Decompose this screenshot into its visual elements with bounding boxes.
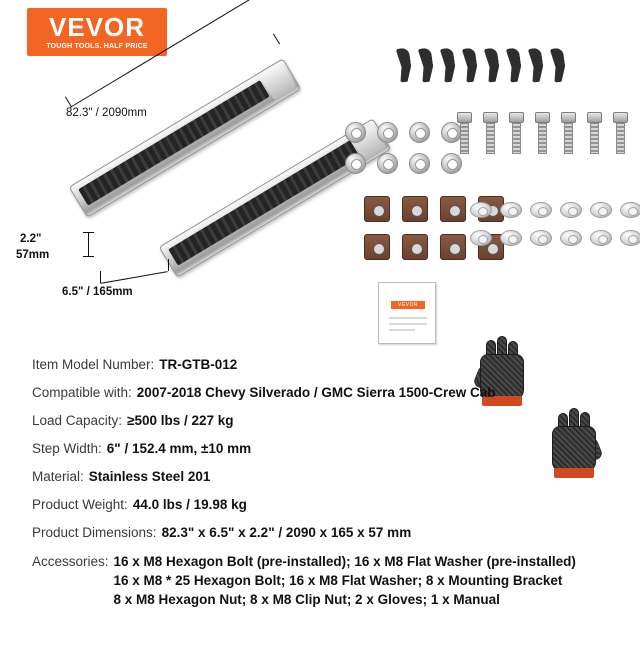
spec-label: Material: [32,469,84,484]
height-label-inch: 2.2" [20,233,42,245]
hexagon-bolt [590,112,599,154]
mounting-bracket [550,47,568,82]
hexagon-bolt [616,112,625,154]
hexagon-nut [345,153,366,174]
clip-nut [402,196,428,222]
hexagon-nut [441,122,462,143]
manual-logo: VEVOR [391,301,425,309]
clip-nut [364,234,390,260]
flat-washer [500,202,522,218]
spec-row-step-width [32,440,632,457]
flat-washer [530,230,552,246]
spec-row-weight [32,496,632,513]
clip-nut [440,234,466,260]
spec-value: 44.0 lbs / 19.98 kg [132,497,247,512]
mounting-bracket [418,47,436,82]
mounting-bracket [528,47,546,82]
clip-nut [440,196,466,222]
vevor-logo [27,8,167,56]
accessories-line: 16 x M8 Hexagon Bolt (pre-installed); 16 x M8 Flat Washer (pre-installed) [113,554,576,569]
accessories-values [114,552,576,609]
clip-nut [402,234,428,260]
accessories-line: 8 x M8 Hexagon Nut; 8 x M8 Clip Nut; 2 x Gloves; 1 x Manual [113,592,500,607]
flat-washer [560,202,582,218]
spec-row-compatible [32,384,632,401]
board-tread-pattern [78,80,270,205]
spec-label: Step Width: [32,441,102,456]
spec-label: Load Capacity: [32,413,123,428]
height-tick-top [83,232,94,233]
board-tread-pattern [168,140,360,265]
spec-label: Compatible with: [32,385,132,400]
specification-list [32,356,632,609]
flat-washer [470,230,492,246]
mounting-bracket [462,47,480,82]
hexagon-bolt [460,112,469,154]
mounting-bracket [440,47,458,82]
length-label: 82.3" / 2090mm [66,107,147,119]
hexagon-bolt-group [460,112,625,154]
spec-label: Product Weight: [32,497,128,512]
height-dimension-line [88,232,89,256]
spec-row-material [32,468,632,485]
width-tick-left [100,271,101,283]
length-tick-left [65,97,72,108]
hexagon-nut-group [345,122,462,174]
hexagon-nut [441,153,462,174]
spec-value: 2007-2018 Chevy Silverado / GMC Sierra 1500-Crew Cab [136,385,496,400]
spec-value: ≥500 lbs / 227 kg [127,413,234,428]
spec-value: Stainless Steel 201 [88,469,211,484]
width-label: 6.5" / 165mm [62,286,133,298]
length-tick-right [273,34,280,45]
flat-washer [560,230,582,246]
hexagon-nut [377,122,398,143]
spec-row-model [32,356,632,373]
flat-washer [590,202,612,218]
hexagon-nut [409,153,430,174]
width-dimension-line [100,271,167,284]
hexagon-bolt [512,112,521,154]
height-label-mm: 57mm [16,249,50,261]
spec-value: 6" / 152.4 mm, ±10 mm [106,441,252,456]
spec-value: 82.3" x 6.5" x 2.2" / 2090 x 165 x 57 mm [161,525,412,540]
spec-label: Product Dimensions: [32,525,157,540]
flat-washer-group [470,202,640,246]
flat-washer [530,202,552,218]
hexagon-bolt [564,112,573,154]
accessories-line: 16 x M8 * 25 Hexagon Bolt; 16 x M8 Flat Washer; 8 x Mounting Bracket [113,573,563,588]
spec-row-accessories [32,552,632,609]
flat-washer [500,230,522,246]
flat-washer [590,230,612,246]
clip-nut [364,196,390,222]
spec-row-load-capacity [32,412,632,429]
hexagon-bolt [486,112,495,154]
height-tick-bottom [83,256,94,257]
mounting-bracket [484,47,502,82]
width-tick-right [168,259,169,271]
hexagon-nut [377,153,398,174]
logo-wordmark: VEVOR [48,12,146,42]
spec-label: Item Model Number: [32,357,155,372]
manual-booklet [378,282,436,344]
mounting-bracket-group [398,48,565,82]
spec-row-dimensions [32,524,632,541]
mounting-bracket [396,47,414,82]
flat-washer [470,202,492,218]
flat-washer [620,230,640,246]
hexagon-nut [345,122,366,143]
hexagon-bolt [538,112,547,154]
spec-value: TR-GTB-012 [159,357,238,372]
flat-washer [620,202,640,218]
accessories-label: Accessories: [32,554,109,569]
hexagon-nut [409,122,430,143]
mounting-bracket [506,47,524,82]
logo-tagline: TOUGH TOOLS. HALF PRICE [46,43,148,50]
